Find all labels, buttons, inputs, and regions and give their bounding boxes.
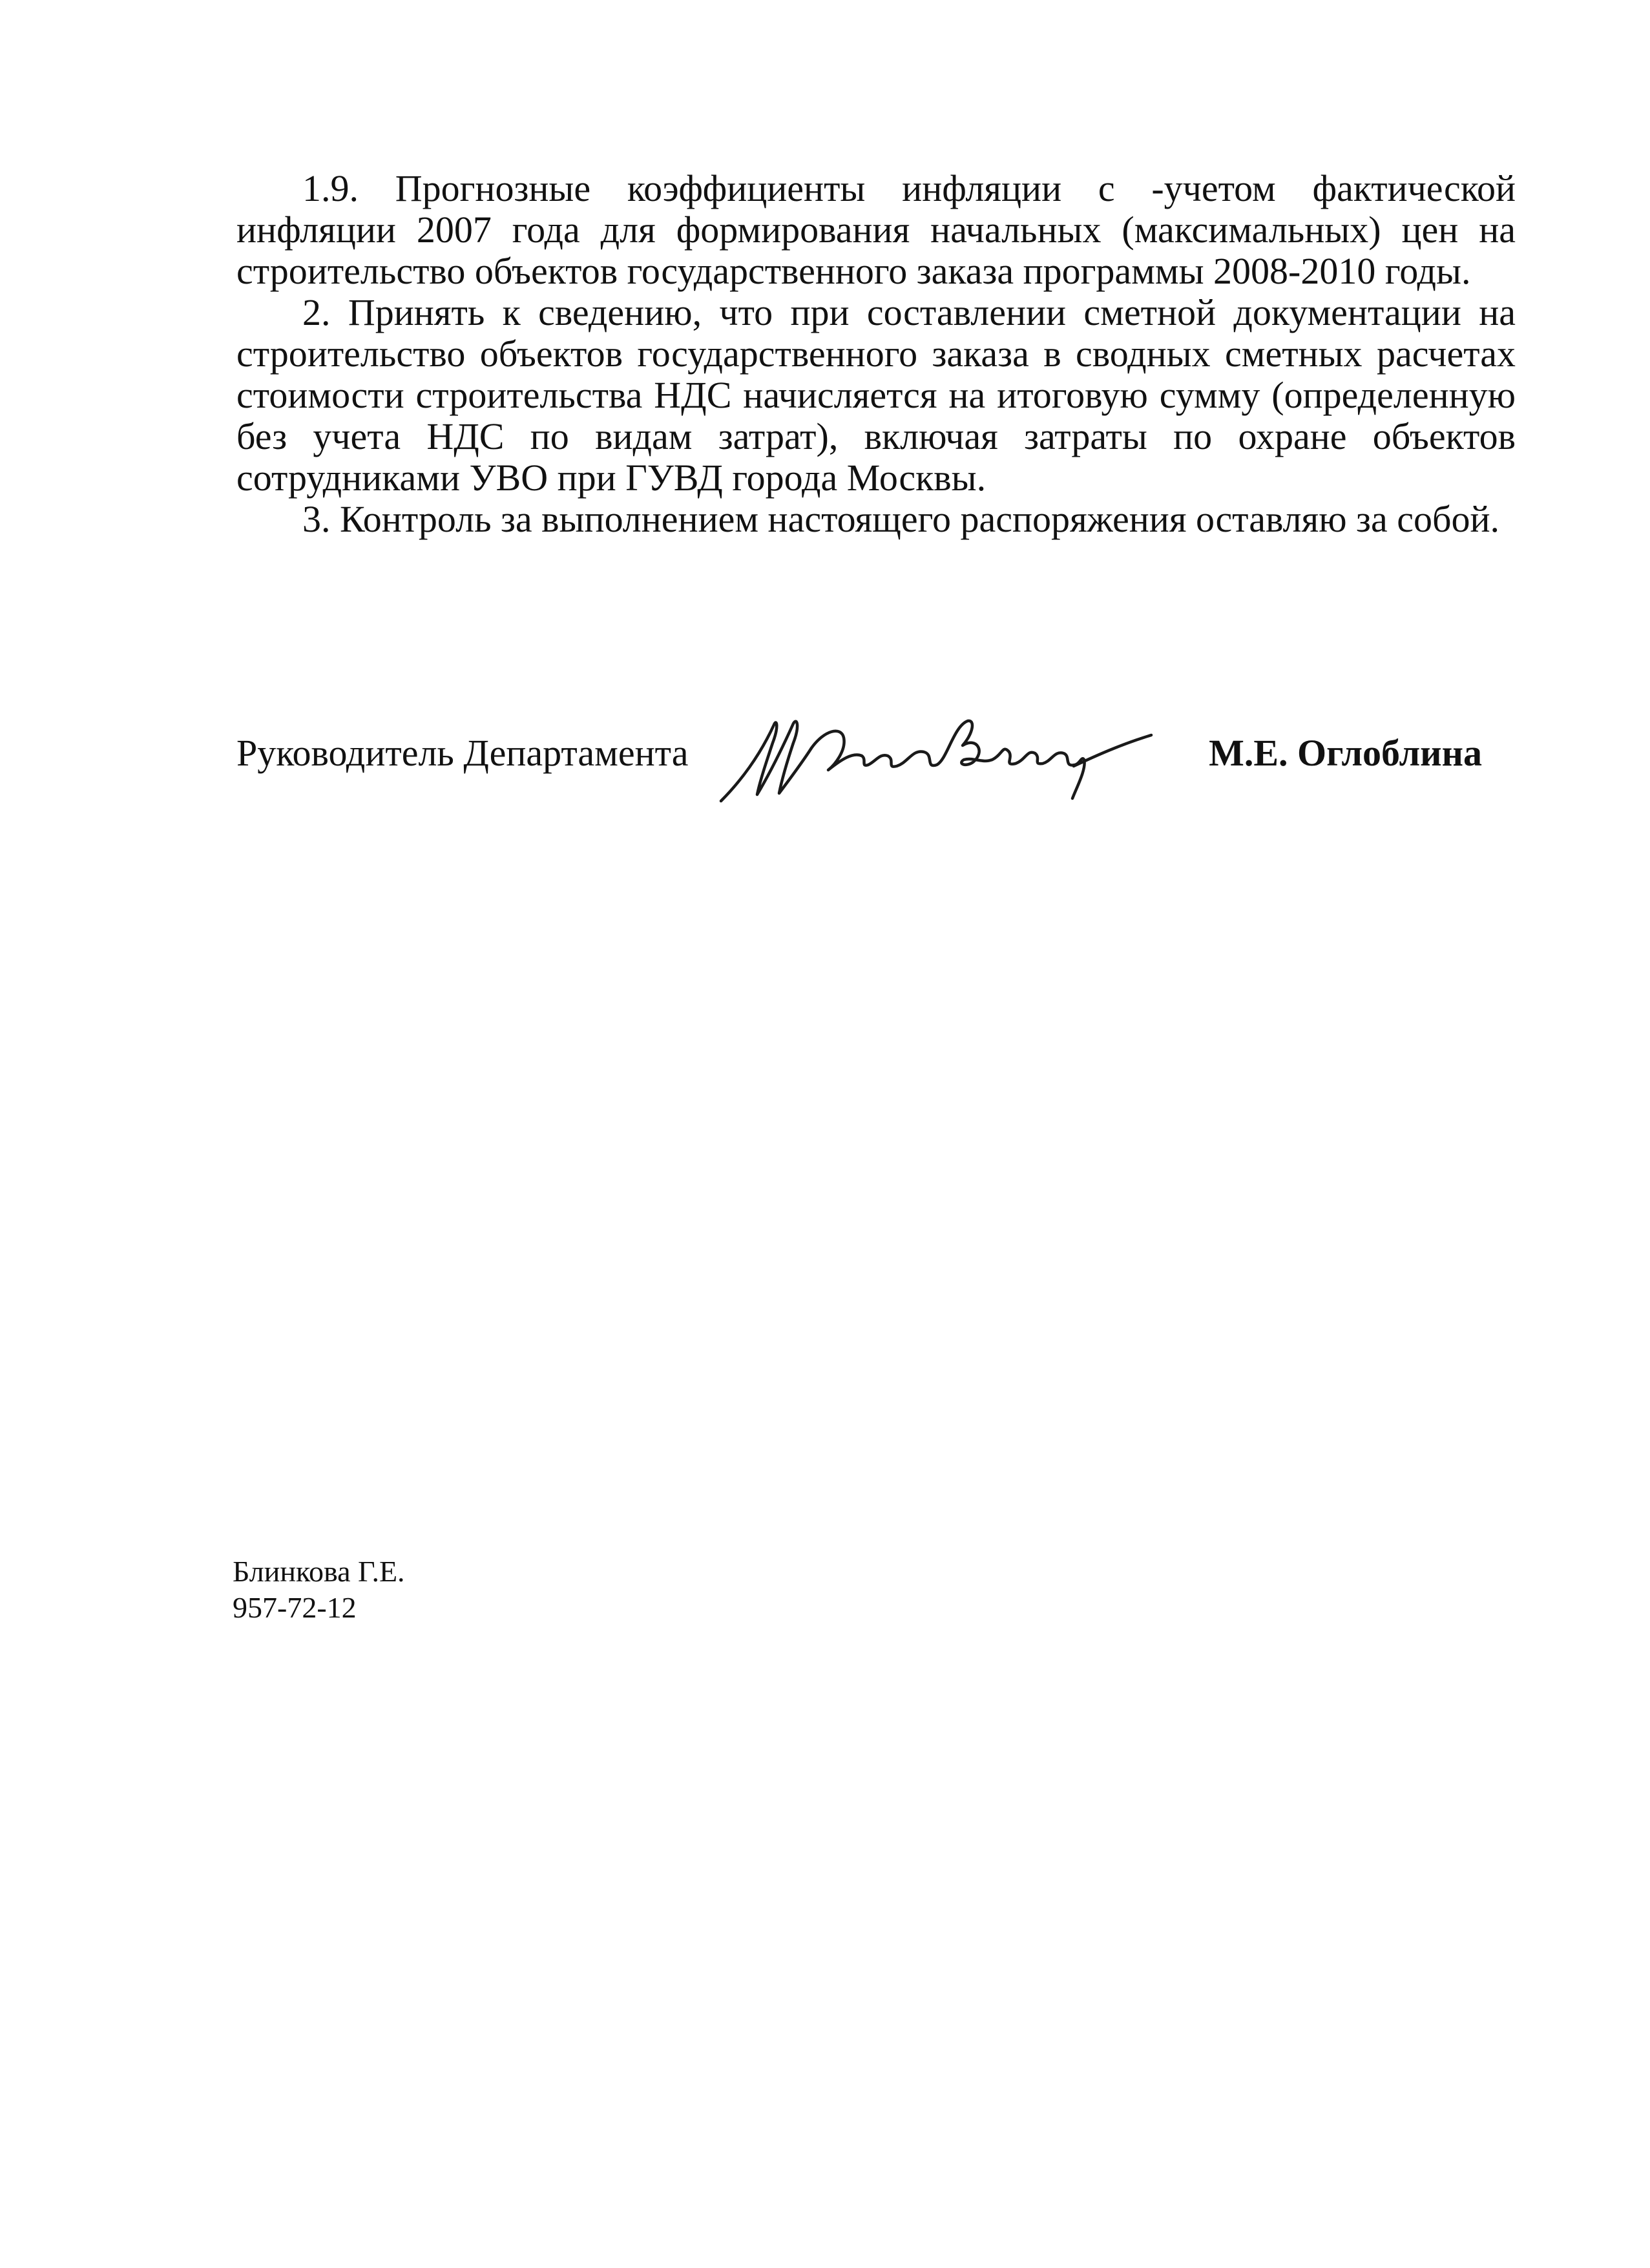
- signatory-name: М.Е. Оглоблина: [1209, 732, 1482, 774]
- document-body: [236, 168, 1516, 540]
- paragraph-1-9: 1.9. Прогнозные коэффициенты инфляции с -учетом фактической инфляции 2007 года для формирования начальных (максимальных) цен на строительство объектов государственного заказа программы 2008-2010 годы.: [236, 167, 1516, 292]
- handwritten-signature: [715, 698, 1154, 807]
- signature-block: [236, 698, 1516, 827]
- paragraph-2: 2. Принять к сведению, что при составлении сметной документации на строительство объектов государственного заказа в сводных сметных расчетах стоимости строительства НДС начисляется на итоговую сумму (определенную без учета НДС по видам затрат), включая затраты по охране объектов сотрудниками УВО при ГУВД города Москвы.: [236, 291, 1516, 499]
- contact-name: Блинкова Г.Е.: [233, 1555, 405, 1588]
- paragraph-3: 3. Контроль за выполнением настоящего распоряжения оставляю за собой.: [302, 498, 1499, 540]
- contact-block: [233, 1554, 405, 1626]
- signatory-role: Руководитель Департамента: [236, 732, 689, 774]
- contact-phone: 957-72-12: [233, 1591, 357, 1624]
